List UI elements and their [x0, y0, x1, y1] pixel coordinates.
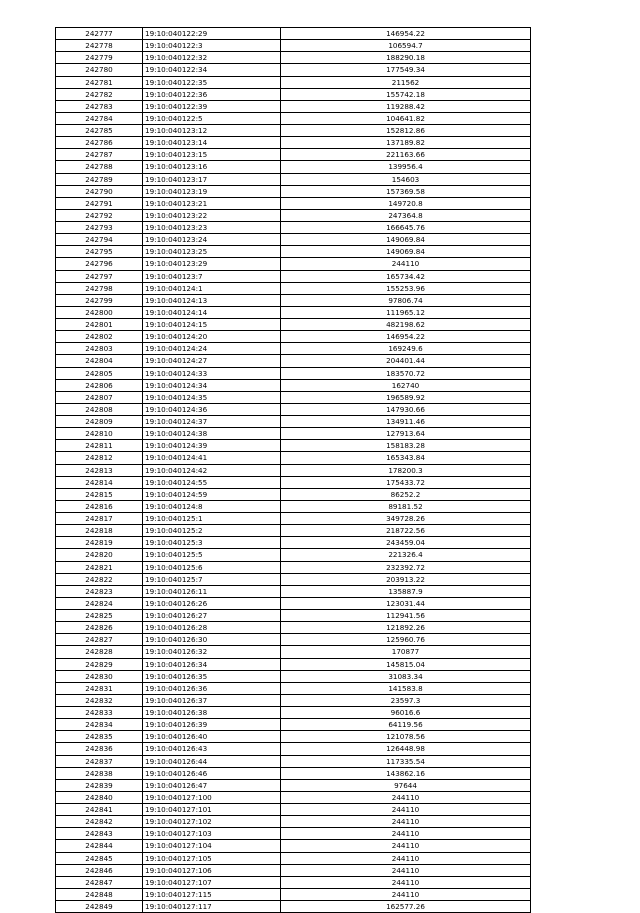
row-number-cell: 242795 — [56, 246, 143, 258]
table-row — [56, 694, 531, 706]
row-number-cell: 242845 — [56, 852, 143, 864]
value-cell: 169249.6 — [281, 343, 531, 355]
table-row — [56, 355, 531, 367]
cadastral-number-cell: 19:10:040124:33 — [143, 367, 281, 379]
row-number-cell: 242839 — [56, 779, 143, 791]
cadastral-number-cell: 19:10:040125:2 — [143, 525, 281, 537]
cadastral-number-cell: 19:10:040126:44 — [143, 755, 281, 767]
table-row — [56, 367, 531, 379]
row-number-cell: 242778 — [56, 40, 143, 52]
value-cell: 244110 — [281, 840, 531, 852]
cadastral-number-cell: 19:10:040124:36 — [143, 403, 281, 415]
value-cell: 146954.22 — [281, 28, 531, 40]
table-row — [56, 440, 531, 452]
table-row — [56, 294, 531, 306]
cadastral-number-cell: 19:10:040126:28 — [143, 622, 281, 634]
cadastral-number-cell: 19:10:040125:1 — [143, 513, 281, 525]
row-number-cell: 242834 — [56, 719, 143, 731]
cadastral-number-cell: 19:10:040124:13 — [143, 294, 281, 306]
cadastral-number-cell: 19:10:040127:101 — [143, 804, 281, 816]
value-cell: 89181.52 — [281, 500, 531, 512]
cadastral-number-cell: 19:10:040124:24 — [143, 343, 281, 355]
row-number-cell: 242833 — [56, 707, 143, 719]
cadastral-number-cell: 19:10:040123:24 — [143, 234, 281, 246]
cadastral-number-cell: 19:10:040126:32 — [143, 646, 281, 658]
cadastral-number-cell: 19:10:040124:14 — [143, 306, 281, 318]
cadastral-number-cell: 19:10:040123:17 — [143, 173, 281, 185]
cadastral-number-cell: 19:10:040122:32 — [143, 52, 281, 64]
table-row — [56, 391, 531, 403]
value-cell: 188290.18 — [281, 52, 531, 64]
table-row — [56, 610, 531, 622]
row-number-cell: 242842 — [56, 816, 143, 828]
value-cell: 211562 — [281, 76, 531, 88]
value-cell: 96016.6 — [281, 707, 531, 719]
cadastral-number-cell: 19:10:040123:7 — [143, 270, 281, 282]
row-number-cell: 242783 — [56, 100, 143, 112]
value-cell: 139956.4 — [281, 161, 531, 173]
table-row — [56, 319, 531, 331]
row-number-cell: 242805 — [56, 367, 143, 379]
value-cell: 149069.84 — [281, 246, 531, 258]
row-number-cell: 242824 — [56, 597, 143, 609]
value-cell: 121078.56 — [281, 731, 531, 743]
cadastral-number-cell: 19:10:040125:7 — [143, 573, 281, 585]
value-cell: 64119.56 — [281, 719, 531, 731]
table-row — [56, 622, 531, 634]
value-cell: 127913.64 — [281, 428, 531, 440]
table-row — [56, 585, 531, 597]
cadastral-number-cell: 19:10:040126:46 — [143, 767, 281, 779]
row-number-cell: 242838 — [56, 767, 143, 779]
value-cell: 134911.46 — [281, 416, 531, 428]
cadastral-number-cell: 19:10:040126:38 — [143, 707, 281, 719]
value-cell: 196589.92 — [281, 391, 531, 403]
table-row — [56, 670, 531, 682]
cadastral-number-cell: 19:10:040127:106 — [143, 864, 281, 876]
value-cell: 86252.2 — [281, 488, 531, 500]
cadastral-number-cell: 19:10:040124:55 — [143, 476, 281, 488]
cadastral-number-cell: 19:10:040124:1 — [143, 282, 281, 294]
value-cell: 204401.44 — [281, 355, 531, 367]
cadastral-number-cell: 19:10:040123:19 — [143, 185, 281, 197]
row-number-cell: 242817 — [56, 513, 143, 525]
cadastral-number-cell: 19:10:040122:39 — [143, 100, 281, 112]
row-number-cell: 242825 — [56, 610, 143, 622]
row-number-cell: 242791 — [56, 197, 143, 209]
row-number-cell: 242814 — [56, 476, 143, 488]
cadastral-number-cell: 19:10:040127:117 — [143, 901, 281, 913]
table-row — [56, 28, 531, 40]
row-number-cell: 242830 — [56, 670, 143, 682]
row-number-cell: 242848 — [56, 888, 143, 900]
cadastral-number-cell: 19:10:040122:29 — [143, 28, 281, 40]
table-row — [56, 149, 531, 161]
cadastral-number-cell: 19:10:040122:36 — [143, 88, 281, 100]
row-number-cell: 242826 — [56, 622, 143, 634]
table-row — [56, 452, 531, 464]
table-row — [56, 791, 531, 803]
value-cell: 143862.16 — [281, 767, 531, 779]
table-row — [56, 161, 531, 173]
cadastral-number-cell: 19:10:040123:14 — [143, 137, 281, 149]
row-number-cell: 242800 — [56, 306, 143, 318]
row-number-cell: 242796 — [56, 258, 143, 270]
cadastral-number-cell: 19:10:040124:41 — [143, 452, 281, 464]
value-cell: 244110 — [281, 828, 531, 840]
table-row — [56, 88, 531, 100]
cadastral-number-cell: 19:10:040124:37 — [143, 416, 281, 428]
cadastral-number-cell: 19:10:040123:25 — [143, 246, 281, 258]
value-cell: 145815.04 — [281, 658, 531, 670]
table-row — [56, 561, 531, 573]
value-cell: 149069.84 — [281, 234, 531, 246]
value-cell: 97644 — [281, 779, 531, 791]
table-row — [56, 209, 531, 221]
table-row — [56, 755, 531, 767]
value-cell: 166645.76 — [281, 222, 531, 234]
table-row — [56, 597, 531, 609]
table-row — [56, 634, 531, 646]
value-cell: 97806.74 — [281, 294, 531, 306]
table-row — [56, 428, 531, 440]
row-number-cell: 242821 — [56, 561, 143, 573]
row-number-cell: 242788 — [56, 161, 143, 173]
row-number-cell: 242786 — [56, 137, 143, 149]
value-cell: 112941.56 — [281, 610, 531, 622]
cadastral-number-cell: 19:10:040126:26 — [143, 597, 281, 609]
value-cell: 178200.3 — [281, 464, 531, 476]
row-number-cell: 242799 — [56, 294, 143, 306]
cadastral-number-cell: 19:10:040127:100 — [143, 791, 281, 803]
table-row — [56, 476, 531, 488]
row-number-cell: 242810 — [56, 428, 143, 440]
value-cell: 117335.54 — [281, 755, 531, 767]
cadastral-number-cell: 19:10:040122:5 — [143, 112, 281, 124]
table-row — [56, 864, 531, 876]
row-number-cell: 242823 — [56, 585, 143, 597]
table-row — [56, 840, 531, 852]
cadastral-number-cell: 19:10:040122:3 — [143, 40, 281, 52]
value-cell: 244110 — [281, 791, 531, 803]
cadastral-number-cell: 19:10:040123:12 — [143, 125, 281, 137]
value-cell: 31083.34 — [281, 670, 531, 682]
cadastral-number-cell: 19:10:040125:5 — [143, 549, 281, 561]
table-row — [56, 64, 531, 76]
row-number-cell: 242804 — [56, 355, 143, 367]
cadastral-number-cell: 19:10:040123:15 — [143, 149, 281, 161]
table-row — [56, 197, 531, 209]
row-number-cell: 242779 — [56, 52, 143, 64]
table-row — [56, 403, 531, 415]
table-row — [56, 876, 531, 888]
value-cell: 119288.42 — [281, 100, 531, 112]
table-body — [56, 28, 531, 913]
cadastral-number-cell: 19:10:040126:27 — [143, 610, 281, 622]
table-row — [56, 888, 531, 900]
value-cell: 125960.76 — [281, 634, 531, 646]
table-row — [56, 779, 531, 791]
cadastral-number-cell: 19:10:040127:115 — [143, 888, 281, 900]
row-number-cell: 242793 — [56, 222, 143, 234]
table-row — [56, 173, 531, 185]
table-row — [56, 282, 531, 294]
cadastral-number-cell: 19:10:040124:34 — [143, 379, 281, 391]
table-row — [56, 52, 531, 64]
table-row — [56, 719, 531, 731]
row-number-cell: 242829 — [56, 658, 143, 670]
cadastral-number-cell: 19:10:040127:107 — [143, 876, 281, 888]
row-number-cell: 242847 — [56, 876, 143, 888]
value-cell: 244110 — [281, 876, 531, 888]
cadastral-number-cell: 19:10:040125:3 — [143, 537, 281, 549]
value-cell: 137189.82 — [281, 137, 531, 149]
cadastral-number-cell: 19:10:040127:103 — [143, 828, 281, 840]
table-row — [56, 767, 531, 779]
value-cell: 157369.58 — [281, 185, 531, 197]
cadastral-number-cell: 19:10:040127:105 — [143, 852, 281, 864]
table-row — [56, 488, 531, 500]
value-cell: 221163.66 — [281, 149, 531, 161]
cadastral-number-cell: 19:10:040126:11 — [143, 585, 281, 597]
cadastral-number-cell: 19:10:040124:59 — [143, 488, 281, 500]
cadastral-number-cell: 19:10:040124:15 — [143, 319, 281, 331]
cadastral-number-cell: 19:10:040126:40 — [143, 731, 281, 743]
cadastral-number-cell: 19:10:040126:35 — [143, 670, 281, 682]
row-number-cell: 242844 — [56, 840, 143, 852]
cadastral-number-cell: 19:10:040126:36 — [143, 682, 281, 694]
cadastral-number-cell: 19:10:040127:104 — [143, 840, 281, 852]
value-cell: 158183.28 — [281, 440, 531, 452]
cadastral-number-cell: 19:10:040123:21 — [143, 197, 281, 209]
value-cell: 175433.72 — [281, 476, 531, 488]
table-row — [56, 331, 531, 343]
table-row — [56, 343, 531, 355]
cadastral-number-cell: 19:10:040125:6 — [143, 561, 281, 573]
row-number-cell: 242828 — [56, 646, 143, 658]
value-cell: 106594.7 — [281, 40, 531, 52]
value-cell: 155253.96 — [281, 282, 531, 294]
row-number-cell: 242815 — [56, 488, 143, 500]
cadastral-number-cell: 19:10:040126:39 — [143, 719, 281, 731]
cadastral-number-cell: 19:10:040124:8 — [143, 500, 281, 512]
table-row — [56, 125, 531, 137]
value-cell: 218722.56 — [281, 525, 531, 537]
value-cell: 177549.34 — [281, 64, 531, 76]
value-cell: 155742.18 — [281, 88, 531, 100]
value-cell: 149720.8 — [281, 197, 531, 209]
value-cell: 183570.72 — [281, 367, 531, 379]
table-row — [56, 500, 531, 512]
row-number-cell: 242798 — [56, 282, 143, 294]
table-row — [56, 76, 531, 88]
cadastral-number-cell: 19:10:040126:34 — [143, 658, 281, 670]
table-row — [56, 852, 531, 864]
table-row — [56, 525, 531, 537]
row-number-cell: 242840 — [56, 791, 143, 803]
table-row — [56, 112, 531, 124]
table-row — [56, 646, 531, 658]
table-row — [56, 40, 531, 52]
cadastral-number-cell: 19:10:040124:35 — [143, 391, 281, 403]
row-number-cell: 242819 — [56, 537, 143, 549]
row-number-cell: 242792 — [56, 209, 143, 221]
value-cell: 104641.82 — [281, 112, 531, 124]
cadastral-number-cell: 19:10:040124:42 — [143, 464, 281, 476]
row-number-cell: 242820 — [56, 549, 143, 561]
table-row — [56, 137, 531, 149]
value-cell: 232392.72 — [281, 561, 531, 573]
value-cell: 244110 — [281, 852, 531, 864]
value-cell: 111965.12 — [281, 306, 531, 318]
table-row — [56, 100, 531, 112]
value-cell: 243459.04 — [281, 537, 531, 549]
table-row — [56, 731, 531, 743]
row-number-cell: 242846 — [56, 864, 143, 876]
row-number-cell: 242790 — [56, 185, 143, 197]
table-row — [56, 682, 531, 694]
table-row — [56, 828, 531, 840]
cadastral-number-cell: 19:10:040123:16 — [143, 161, 281, 173]
table-row — [56, 270, 531, 282]
row-number-cell: 242785 — [56, 125, 143, 137]
table-row — [56, 658, 531, 670]
value-cell: 147930.66 — [281, 403, 531, 415]
cadastral-number-cell: 19:10:040124:38 — [143, 428, 281, 440]
cadastral-number-cell: 19:10:040123:23 — [143, 222, 281, 234]
row-number-cell: 242802 — [56, 331, 143, 343]
table-row — [56, 549, 531, 561]
row-number-cell: 242806 — [56, 379, 143, 391]
table-row — [56, 464, 531, 476]
row-number-cell: 242780 — [56, 64, 143, 76]
row-number-cell: 242807 — [56, 391, 143, 403]
cadastral-number-cell: 19:10:040126:43 — [143, 743, 281, 755]
cadastral-number-cell: 19:10:040126:30 — [143, 634, 281, 646]
row-number-cell: 242837 — [56, 755, 143, 767]
row-number-cell: 242811 — [56, 440, 143, 452]
table-row — [56, 185, 531, 197]
row-number-cell: 242841 — [56, 804, 143, 816]
value-cell: 135887.9 — [281, 585, 531, 597]
row-number-cell: 242836 — [56, 743, 143, 755]
row-number-cell: 242816 — [56, 500, 143, 512]
table-row — [56, 222, 531, 234]
value-cell: 244110 — [281, 804, 531, 816]
table-row — [56, 901, 531, 913]
row-number-cell: 242827 — [56, 634, 143, 646]
row-number-cell: 242781 — [56, 76, 143, 88]
value-cell: 244110 — [281, 258, 531, 270]
value-cell: 123031.44 — [281, 597, 531, 609]
row-number-cell: 242789 — [56, 173, 143, 185]
row-number-cell: 242831 — [56, 682, 143, 694]
cadastral-number-cell: 19:10:040122:35 — [143, 76, 281, 88]
value-cell: 154603 — [281, 173, 531, 185]
table-row — [56, 379, 531, 391]
row-number-cell: 242808 — [56, 403, 143, 415]
table-row — [56, 416, 531, 428]
row-number-cell: 242822 — [56, 573, 143, 585]
value-cell: 244110 — [281, 864, 531, 876]
cadastral-number-cell: 19:10:040126:47 — [143, 779, 281, 791]
value-cell: 146954.22 — [281, 331, 531, 343]
row-number-cell: 242813 — [56, 464, 143, 476]
cadastral-number-cell: 19:10:040127:102 — [143, 816, 281, 828]
value-cell: 152812.86 — [281, 125, 531, 137]
value-cell: 162740 — [281, 379, 531, 391]
table-row — [56, 513, 531, 525]
cadastral-number-cell: 19:10:040122:34 — [143, 64, 281, 76]
value-cell: 165343.84 — [281, 452, 531, 464]
table-row — [56, 743, 531, 755]
row-number-cell: 242835 — [56, 731, 143, 743]
table-row — [56, 573, 531, 585]
row-number-cell: 242843 — [56, 828, 143, 840]
table-row — [56, 804, 531, 816]
row-number-cell: 242777 — [56, 28, 143, 40]
value-cell: 349728.26 — [281, 513, 531, 525]
value-cell: 244110 — [281, 888, 531, 900]
value-cell: 247364.8 — [281, 209, 531, 221]
cadastral-number-cell: 19:10:040124:39 — [143, 440, 281, 452]
table-row — [56, 707, 531, 719]
cadastral-value-table — [55, 27, 531, 913]
cadastral-number-cell: 19:10:040124:27 — [143, 355, 281, 367]
table-row — [56, 306, 531, 318]
row-number-cell: 242784 — [56, 112, 143, 124]
table-row — [56, 816, 531, 828]
row-number-cell: 242809 — [56, 416, 143, 428]
value-cell: 121892.26 — [281, 622, 531, 634]
row-number-cell: 242797 — [56, 270, 143, 282]
cadastral-number-cell: 19:10:040126:37 — [143, 694, 281, 706]
row-number-cell: 242803 — [56, 343, 143, 355]
row-number-cell: 242812 — [56, 452, 143, 464]
value-cell: 482198.62 — [281, 319, 531, 331]
value-cell: 126448.98 — [281, 743, 531, 755]
value-cell: 170877 — [281, 646, 531, 658]
row-number-cell: 242832 — [56, 694, 143, 706]
cadastral-number-cell: 19:10:040123:22 — [143, 209, 281, 221]
table-row — [56, 258, 531, 270]
value-cell: 23597.3 — [281, 694, 531, 706]
table-row — [56, 234, 531, 246]
cadastral-number-cell: 19:10:040124:20 — [143, 331, 281, 343]
row-number-cell: 242849 — [56, 901, 143, 913]
table-row — [56, 537, 531, 549]
row-number-cell: 242801 — [56, 319, 143, 331]
value-cell: 165734.42 — [281, 270, 531, 282]
cadastral-number-cell: 19:10:040123:29 — [143, 258, 281, 270]
value-cell: 162577.26 — [281, 901, 531, 913]
table-row — [56, 246, 531, 258]
row-number-cell: 242818 — [56, 525, 143, 537]
row-number-cell: 242782 — [56, 88, 143, 100]
value-cell: 244110 — [281, 816, 531, 828]
row-number-cell: 242794 — [56, 234, 143, 246]
value-cell: 141583.8 — [281, 682, 531, 694]
value-cell: 221326.4 — [281, 549, 531, 561]
value-cell: 203913.22 — [281, 573, 531, 585]
row-number-cell: 242787 — [56, 149, 143, 161]
